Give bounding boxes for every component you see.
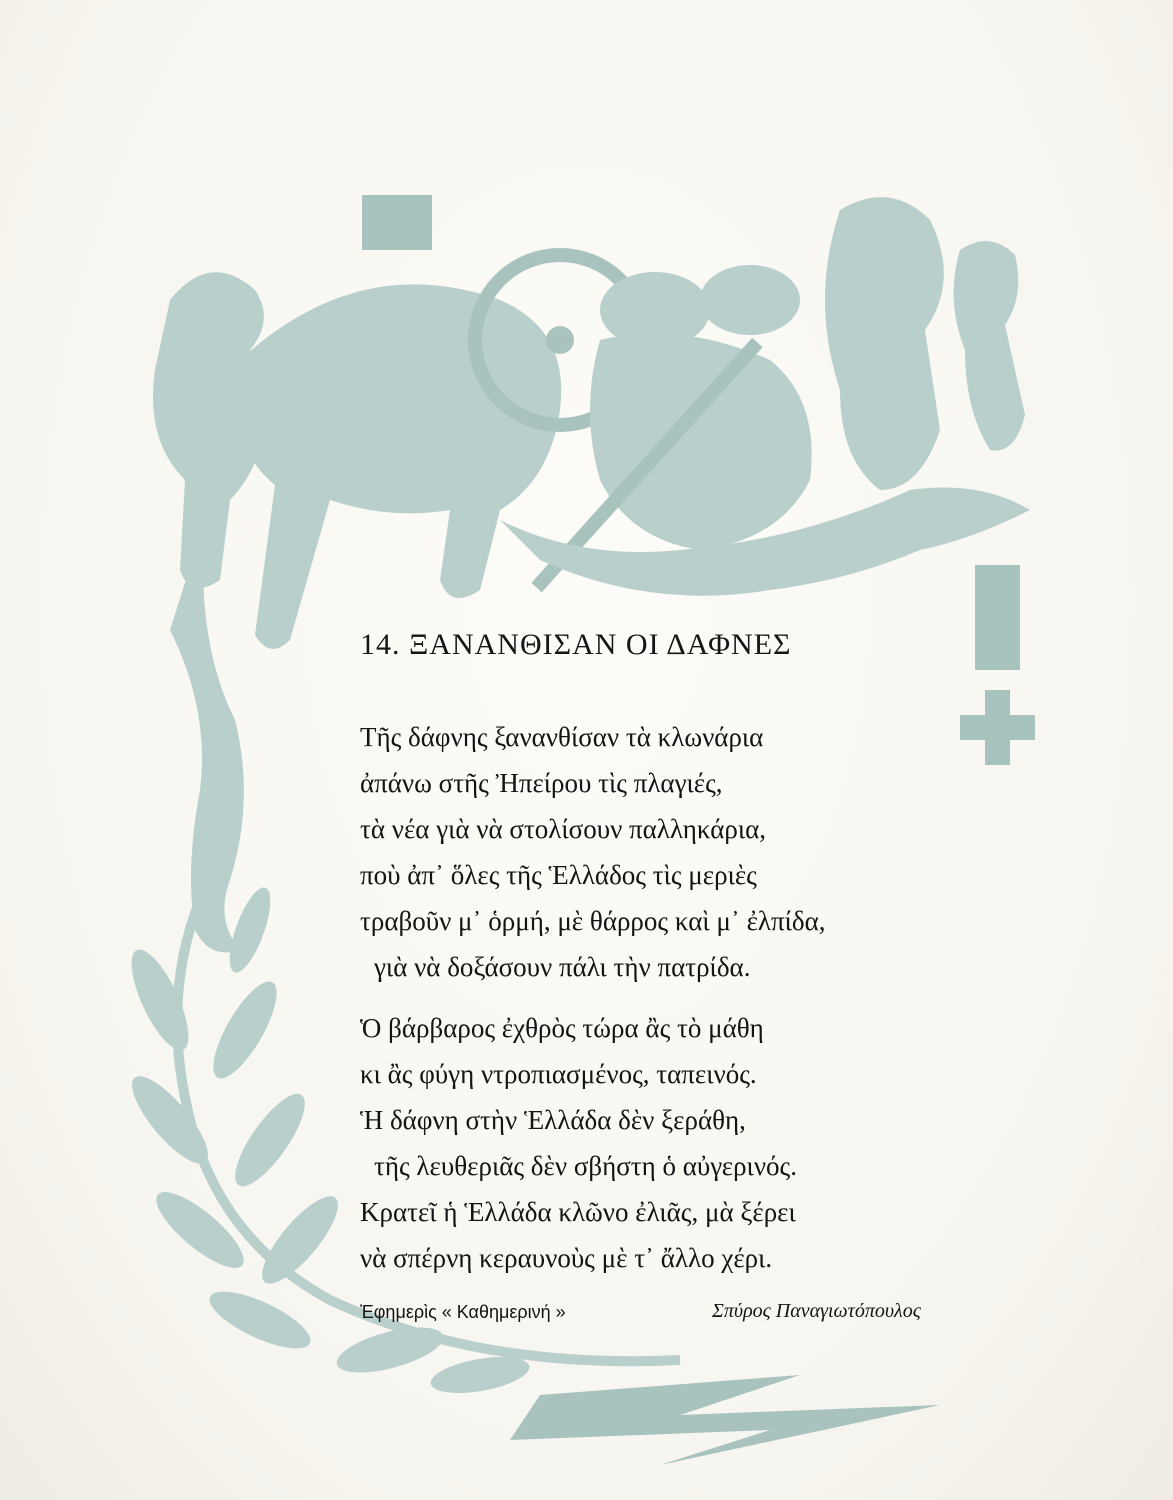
medal-cross — [960, 690, 1035, 765]
poem-source: Ἐφημερὶς « Καθημερινή » — [360, 1302, 566, 1322]
poem-line: γιὰ νὰ δοξάσουν πάλι τὴν πατρίδα. — [374, 952, 751, 982]
poem-line: κι ἂς φύγη ντροπιασμένος, ταπεινός. — [360, 1059, 757, 1089]
horse-figure — [237, 284, 562, 649]
stanza-1 — [360, 714, 826, 990]
poem-line: Ἡ δάφνη στὴν Ἑλλάδα δὲν ξεράθη, — [360, 1105, 746, 1135]
soldier-middle-figure — [590, 333, 812, 550]
poem-line: τραβοῦν μ᾽ ὁρμή, μὲ θάρρος καὶ μ᾽ ἐλπίδα, — [360, 906, 826, 936]
poem-line: τὰ νέα γιὰ νὰ στολίσουν παλληκάρια, — [360, 814, 767, 844]
poem-line: Ὁ βάρβαρος ἐχθρὸς τώρα ἂς τὸ μάθη — [360, 1013, 764, 1043]
poem-line: ποὺ ἀπ᾽ ὅλες τῆς Ἑλλάδος τὶς μεριὲς — [360, 860, 757, 890]
soldier-right-figure — [825, 197, 944, 490]
soldier-far-right-figure — [954, 241, 1025, 450]
medal-ribbon — [975, 565, 1020, 670]
poem-line: τῆς λευθεριᾶς δὲν σβήστη ὁ αὐγερινός. — [374, 1151, 797, 1181]
poem-line: νὰ σπέρνη κεραυνοὺς μὲ τ᾽ ἄλλο χέρι. — [360, 1243, 773, 1273]
poem-line: Τῆς δάφνης ξανανθίσαν τὰ κλωνάρια — [360, 722, 764, 752]
pack-box — [362, 195, 432, 250]
helmet-2 — [700, 265, 800, 335]
poem-author: Σπύρος Παναγιωτόπουλος — [712, 1300, 921, 1322]
lightning-bolt — [510, 1375, 940, 1465]
poem-line: ἀπάνω στῆς Ἠπείρου τὶς πλαγιές, — [360, 768, 723, 798]
stanza-2 — [360, 1005, 797, 1281]
poem-title: 14. ΞΑΝΑΝΘΙΣΑΝ ΟΙ ΔΑΦΝΕΣ — [360, 628, 792, 661]
poem-line: Κρατεῖ ἡ Ἑλλάδα κλῶνο ἐλιᾶς, μὰ ξέρει — [360, 1197, 796, 1227]
